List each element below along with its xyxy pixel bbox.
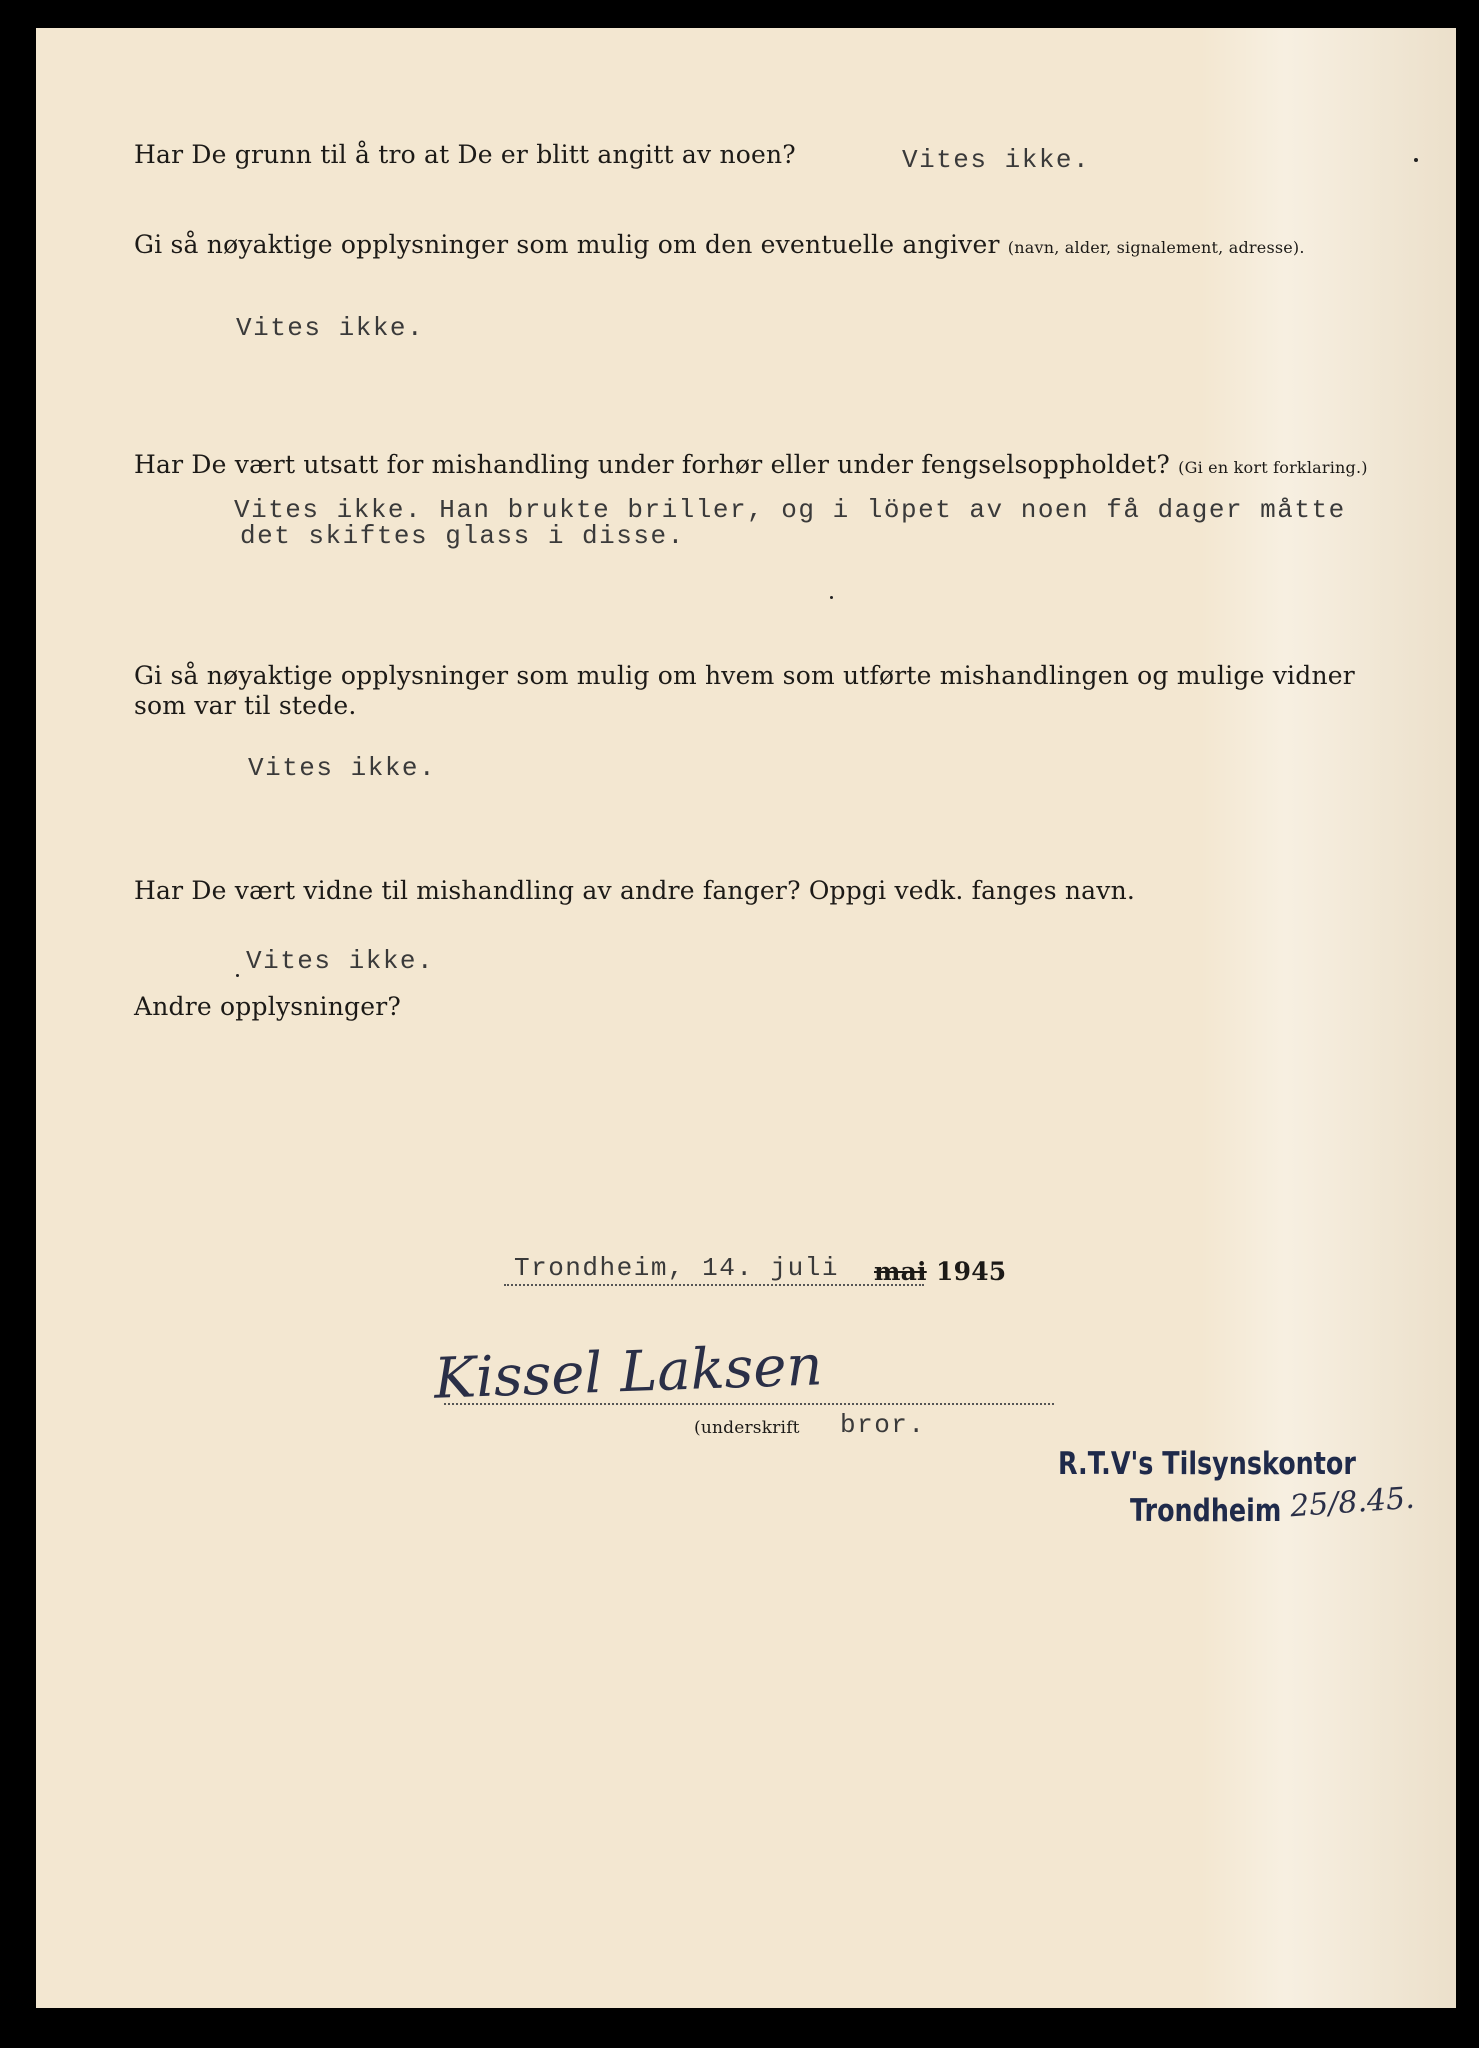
question-informer-details-note: (navn, alder, signalement, adresse). [1007, 238, 1305, 257]
answer-mistreatment-line-1: Vites ikke. Han brukte briller, og i löpet av noen få dager måtte [234, 495, 1346, 525]
question-other-info: Andre opplysninger? [134, 992, 402, 1021]
answer-informer-details: Vites ikke. [236, 313, 425, 343]
question-perpetrators-line-1: Gi så nøyaktige opplysninger som mulig om hvem som utførte mishandlingen og mulige vidner [134, 661, 1355, 690]
office-stamp-line-2: Trondheim [1130, 1493, 1282, 1529]
ink-dot [236, 974, 239, 977]
relation-text: bror. [840, 1410, 926, 1440]
answer-mistreatment-line-2: det skiftes glass i disse. [240, 521, 685, 551]
signature-dotted-line [444, 1403, 1054, 1405]
place-date: Trondheim, 14. juli [514, 1253, 839, 1283]
document-page [36, 28, 1456, 2008]
question-witness: Har De vært vidne til mishandling av andre fanger? Oppgi vedk. fanges navn. [134, 876, 1136, 905]
question-informer-details [134, 230, 1305, 259]
answer-witness: Vites ikke. [246, 946, 435, 976]
handwritten-stamp-date: 25/8.45. [1288, 1480, 1416, 1525]
signature-label: (underskrift [694, 1418, 800, 1438]
question-mistreatment-note: (Gi en kort forklaring.) [1178, 458, 1368, 477]
question-mistreatment [134, 450, 1368, 479]
question-denounced: Har De grunn til å tro at De er blitt angitt av noen? [134, 140, 796, 169]
printed-year: 1945 [936, 1257, 1007, 1286]
question-informer-details-text: Gi så nøyaktige opplysninger som mulig om den eventuelle angiver [134, 230, 1000, 259]
answer-perpetrators: Vites ikke. [248, 753, 437, 783]
answer-denounced: Vites ikke. [902, 145, 1091, 175]
printed-month: mai [874, 1257, 927, 1286]
date-dotted-line [504, 1284, 924, 1286]
question-perpetrators-line-2: som var til stede. [134, 691, 357, 720]
ink-dot [830, 596, 833, 599]
ink-dot [1414, 158, 1418, 162]
office-stamp-line-1: R.T.V's Tilsynskontor [1058, 1446, 1356, 1482]
handwritten-signature: Kissel Laksen [432, 1333, 824, 1412]
question-mistreatment-text: Har De vært utsatt for mishandling under forhør eller under fengselsoppholdet? [134, 450, 1170, 479]
